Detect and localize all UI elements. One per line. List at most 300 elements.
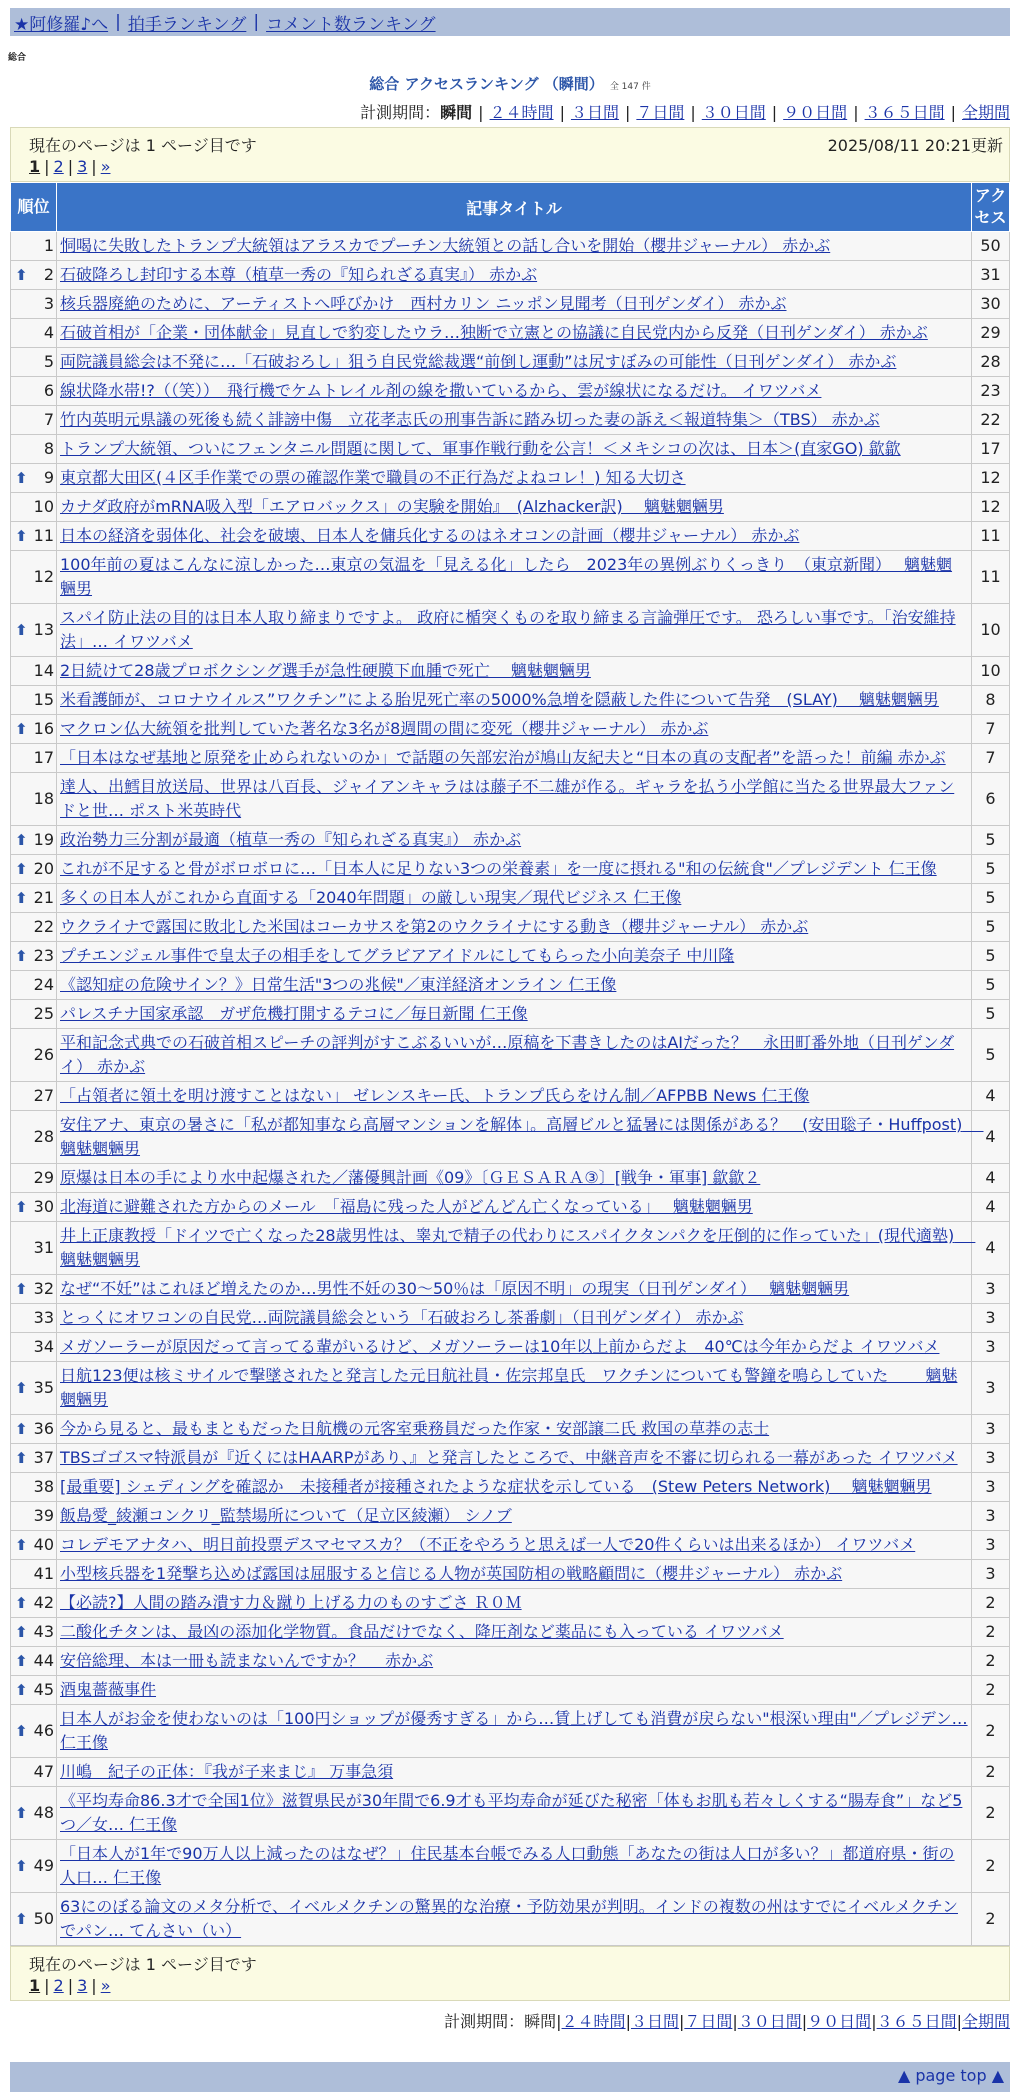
access-count: 17 xyxy=(972,435,1010,464)
article-title-link[interactable]: 安住アナ、東京の暑さに「私が都知事なら高層マンションを解体」。高層ビルと猛暑には関係がある？ (安田聡子・Huffpost) 魑魅魍魎男 xyxy=(60,1115,984,1158)
up-arrow-icon: ⬆ xyxy=(15,527,28,545)
period-option-link[interactable]: ３６５日間 xyxy=(876,2012,957,2031)
rank-cell xyxy=(11,348,57,377)
article-title-link[interactable]: 《平均寿命86.3才で全国1位》滋賀県民が30年間で6.9才も平均寿命が延びた秘密「体もお肌も若々しくする“腸寿食”」など5つ／女… 仁王像 xyxy=(60,1791,963,1834)
title-cell xyxy=(57,406,972,435)
table-row xyxy=(11,1275,1010,1304)
table-row xyxy=(11,1647,1010,1676)
access-count: 3 xyxy=(972,1415,1010,1444)
rank-number: 24 xyxy=(33,975,54,994)
table-header-row xyxy=(11,183,1010,232)
article-title-link[interactable]: 政治勢力三分割が最適（植草一秀の『知られざる真実』） 赤かぶ xyxy=(60,830,522,849)
rank-number: 50 xyxy=(33,1909,54,1928)
access-count: 29 xyxy=(972,319,1010,348)
rank-cell xyxy=(11,942,57,971)
title-cell xyxy=(57,493,972,522)
table-row xyxy=(11,1082,1010,1111)
article-title-link[interactable]: 酒鬼薔薇事件 xyxy=(60,1680,157,1699)
title-cell xyxy=(57,1589,972,1618)
rank-cell xyxy=(11,522,57,551)
article-title-link[interactable]: 川嶋 紀子の正体：『我が子来まじ』 万事急須 xyxy=(60,1762,394,1781)
pager-page-link[interactable]: 2 xyxy=(53,157,64,176)
rank-cell xyxy=(11,1193,57,1222)
comment-ranking-link[interactable]: コメント数ランキング xyxy=(266,14,436,35)
up-arrow-icon: ⬆ xyxy=(15,1420,28,1438)
title-cell xyxy=(57,1787,972,1840)
article-title-link[interactable]: 線状降水帯!?（（笑）） 飛行機でケムトレイル剤の線を撒いているから、雲が線状になるだけ。 イワツバメ xyxy=(60,381,822,400)
up-arrow-icon: ⬆ xyxy=(15,1681,28,1699)
title-cell xyxy=(57,377,972,406)
rank-cell xyxy=(11,1362,57,1415)
table-row xyxy=(11,464,1010,493)
article-title-link[interactable]: 恫喝に失敗したトランプ大統領はアラスカでプーチン大統領との話し合いを開始（櫻井ジャーナル） 赤かぶ xyxy=(60,236,831,255)
article-title-link[interactable]: トランプ大統領、ついにフェンタニル問題に関して、軍事作戦行動を公言！＜メキシコの次は、日本＞(直家GO) 歙歙 xyxy=(60,439,901,458)
pager-separator: | xyxy=(91,157,97,176)
up-arrow-icon: ⬆ xyxy=(15,1857,28,1875)
table-row xyxy=(11,1531,1010,1560)
period-option-current: 瞬間 xyxy=(440,103,473,122)
title-header: 記事タイトル xyxy=(57,183,972,232)
article-title-link[interactable]: 「日本人が1年で90万人以上減ったのはなぜ？」住民基本台帳でみる人口動態「あなたの街は人口が多い？」都道府県・街の人口… 仁王像 xyxy=(60,1844,955,1887)
rank-number: 21 xyxy=(33,888,54,907)
rank-cell xyxy=(11,1473,57,1502)
rank-cell xyxy=(11,657,57,686)
access-count: 7 xyxy=(972,715,1010,744)
access-count: 3 xyxy=(972,1304,1010,1333)
table-row xyxy=(11,826,1010,855)
title-cell xyxy=(57,715,972,744)
article-title-link[interactable]: 100年前の夏はこんなに涼しかった…東京の気温を「見える化」したら 2023年の異例ぶりくっきり （東京新聞） 魑魅魍魎男 xyxy=(60,555,953,598)
title-cell xyxy=(57,1560,972,1589)
rank-cell xyxy=(11,1531,57,1560)
title-cell xyxy=(57,435,972,464)
table-row xyxy=(11,1333,1010,1362)
article-title-link[interactable]: 飯島愛_綾瀬コンクリ_監禁場所について（足立区綾瀬） シノブ xyxy=(60,1506,512,1525)
rank-cell xyxy=(11,1758,57,1787)
rank-number: 16 xyxy=(33,719,54,738)
title-cell xyxy=(57,1676,972,1705)
access-count: 5 xyxy=(972,855,1010,884)
article-title-link[interactable]: 安倍総理、本は一冊も読まないんですか？ 赤かぶ xyxy=(60,1651,434,1670)
article-title-link[interactable]: 小型核兵器を1発撃ち込めば露国は屈服すると信じる人物が英国防相の戦略顧問に（櫻井ジャーナル） 赤かぶ xyxy=(60,1564,843,1583)
rank-number: 34 xyxy=(33,1337,54,1356)
rank-number: 26 xyxy=(33,1045,54,1064)
rank-cell xyxy=(11,1222,57,1275)
article-title-link[interactable]: プチエンジェル事件で皇太子の相手をしてグラビアアイドルにしてもらった小向美奈子 中川隆 xyxy=(60,946,735,965)
table-row xyxy=(11,913,1010,942)
table-row xyxy=(11,522,1010,551)
table-row xyxy=(11,377,1010,406)
rank-number: 19 xyxy=(33,830,54,849)
rank-cell xyxy=(11,261,57,290)
rank-number: 11 xyxy=(33,526,54,545)
rank-number: 35 xyxy=(33,1378,54,1397)
article-title-link[interactable]: 平和記念式典での石破首相スピーチの評判がすこぶるいいが…原稿を下書きしたのはAIだった？ 永田町番外地（日刊ゲンダイ） 赤かぶ xyxy=(60,1033,955,1076)
table-row xyxy=(11,715,1010,744)
up-arrow-icon: ⬆ xyxy=(15,947,28,965)
article-title-link[interactable]: パレスチナ国家承認 ガザ危機打開するテコに／毎日新聞 仁王像 xyxy=(60,1004,528,1023)
access-count: 2 xyxy=(972,1676,1010,1705)
ranking-title: 総合 アクセスランキング （瞬間） xyxy=(369,75,604,93)
title-cell xyxy=(57,971,972,1000)
access-count: 7 xyxy=(972,744,1010,773)
access-count: 12 xyxy=(972,493,1010,522)
rank-cell xyxy=(11,1705,57,1758)
up-arrow-icon: ⬆ xyxy=(15,1804,28,1822)
table-row xyxy=(11,604,1010,657)
title-cell xyxy=(57,657,972,686)
title-cell xyxy=(57,1473,972,1502)
title-cell xyxy=(57,1193,972,1222)
ranking-container xyxy=(10,127,1010,2001)
title-cell xyxy=(57,913,972,942)
up-arrow-icon: ⬆ xyxy=(15,1379,28,1397)
period-option-link[interactable]: ９０日間 xyxy=(807,2012,872,2031)
rank-number: 36 xyxy=(33,1419,54,1438)
up-arrow-icon: ⬆ xyxy=(15,1722,28,1740)
title-cell xyxy=(57,261,972,290)
access-count: 23 xyxy=(972,377,1010,406)
up-arrow-icon: ⬆ xyxy=(15,831,28,849)
rank-number: 17 xyxy=(33,748,54,767)
rank-number: 39 xyxy=(33,1506,54,1525)
period-separator: | xyxy=(678,2012,685,2031)
table-row xyxy=(11,971,1010,1000)
pager-current-page: 1 xyxy=(29,1976,41,1995)
article-title-link[interactable]: マクロン仏大統領を批判していた著名な3名が8週間の間に変死（櫻井ジャーナル） 赤かぶ xyxy=(60,719,709,738)
access-count: 3 xyxy=(972,1473,1010,1502)
rank-number: 46 xyxy=(33,1721,54,1740)
rank-cell xyxy=(11,604,57,657)
access-count: 4 xyxy=(972,1193,1010,1222)
table-row xyxy=(11,232,1010,261)
article-title-link[interactable]: 東京都大田区(４区手作業での票の確認作業で職員の不正行為だよねコレ！) 知る大切さ xyxy=(60,468,686,487)
period-option-link[interactable]: ２４時間 xyxy=(489,103,554,122)
period-separator: | xyxy=(771,103,778,122)
table-row xyxy=(11,1444,1010,1473)
access-count: 2 xyxy=(972,1758,1010,1787)
period-option-link[interactable]: 全期間 xyxy=(961,2012,1010,2031)
table-row xyxy=(11,1676,1010,1705)
article-title-link[interactable]: 2日続けて28歳プロボクシング選手が急性硬膜下血腫で死亡 魑魅魍魎男 xyxy=(60,661,591,680)
article-title-link[interactable]: 日航123便は核ミサイルで撃墜されたと発言した元日航社員・佐宗邦皇氏 ワクチンについても警鐘を鳴らしていた 魑魅魍魎男 xyxy=(60,1366,958,1409)
period-separator: | xyxy=(956,2012,962,2031)
table-row xyxy=(11,657,1010,686)
title-cell xyxy=(57,1164,972,1193)
table-row xyxy=(11,435,1010,464)
rank-cell xyxy=(11,377,57,406)
article-title-link[interactable]: なぜ“不妊”はこれほど増えたのか…男性不妊の30～50％は「原因不明」の現実（日刊ゲンダイ） 魑魅魍魎男 xyxy=(60,1279,850,1298)
rank-number: 6 xyxy=(43,381,54,400)
pager-current-page: 1 xyxy=(29,157,41,176)
rank-number: 3 xyxy=(43,294,54,313)
access-count: 2 xyxy=(972,1787,1010,1840)
article-title-link[interactable]: 北海道に避難された方からのメール 「福島に残った人がどんどん亡くなっている」 魑魅魍魎男 xyxy=(60,1197,753,1216)
title-cell xyxy=(57,1840,972,1893)
home-link[interactable]: ★阿修羅♪へ xyxy=(14,14,109,35)
rank-cell xyxy=(11,1787,57,1840)
period-separator: | xyxy=(871,2012,877,2031)
article-title-link[interactable]: 日本人がお金を使わないのは「100円ショップが優秀すぎる」から…賃上げしても消費が戻らない"根深い理由"／プレジデン… 仁王像 xyxy=(60,1709,968,1752)
period-selector-bottom xyxy=(0,2009,1010,2032)
period-separator: | xyxy=(732,2012,738,2031)
title-cell xyxy=(57,1415,972,1444)
page-info-top xyxy=(10,127,1010,182)
article-title-link[interactable]: スパイ防止法の目的は日本人取り締まりですよ。 政府に楯突くものを取り締まる言論弾圧です。 恐ろしい事です。「治安維持法」… イワツバメ xyxy=(60,608,956,651)
pager-page-link[interactable]: 3 xyxy=(77,157,88,176)
title-cell xyxy=(57,1111,984,1164)
access-count: 8 xyxy=(972,686,1010,715)
table-row xyxy=(11,1589,1010,1618)
rank-cell xyxy=(11,686,57,715)
ranking-table-body xyxy=(11,232,1010,1946)
access-count: 5 xyxy=(972,884,1010,913)
article-title-link[interactable]: コレデモアナタハ、明日前投票デスマセマスカ？（不正をやろうと思えば一人で20件くらいは出来るほか） イワツバメ xyxy=(60,1535,916,1554)
pager-top xyxy=(29,157,110,176)
rank-number: 43 xyxy=(33,1622,54,1641)
rank-cell xyxy=(11,1415,57,1444)
title-cell xyxy=(57,1029,972,1082)
article-title-link[interactable]: 今から見ると、最もまともだった日航機の元客室乗務員だった作家・安部譲二氏 救国の草莽の志士 xyxy=(60,1419,770,1438)
table-row xyxy=(11,290,1010,319)
rank-number: 20 xyxy=(33,859,54,878)
period-option-link[interactable]: ３０日間 xyxy=(737,2012,802,2031)
period-option-link[interactable]: ３日間 xyxy=(570,103,619,122)
rank-cell xyxy=(11,232,57,261)
article-title-link[interactable]: 両院議員総会は不発に…「石破おろし」狙う自民党総裁選“前倒し運動”は尻すぼみの可能性（日刊ゲンダイ） 赤かぶ xyxy=(60,352,897,371)
period-separator: | xyxy=(478,103,484,122)
article-title-link[interactable]: 達人、出鱈目放送局、世界は八百長、ジャイアンキャラはは藤子不二雄が作る。ギャラを払う小学館に当たる世界最大ファンドと世… ポスト米英時代 xyxy=(60,777,955,820)
up-arrow-icon: ⬆ xyxy=(15,469,28,487)
article-title-link[interactable]: 「日本はなぜ基地と原発を止められないのか」で話題の矢部宏治が鳩山友紀夫と“日本の真の支配者”を語った！前編 赤かぶ xyxy=(60,748,946,767)
rank-cell xyxy=(11,715,57,744)
title-cell xyxy=(57,464,972,493)
access-count: 28 xyxy=(972,348,1010,377)
period-separator: | xyxy=(801,2012,808,2031)
table-row xyxy=(11,1164,1010,1193)
access-count: 30 xyxy=(972,290,1010,319)
title-cell xyxy=(57,826,972,855)
article-title-link[interactable]: 核兵器廃絶のために、アーティストへ呼びかけ 西村カリン ニッポン見聞考（日刊ゲンダイ） 赤かぶ xyxy=(60,294,787,313)
rank-number: 48 xyxy=(33,1803,54,1822)
period-separator: | xyxy=(559,103,565,122)
table-row xyxy=(11,1415,1010,1444)
access-header: アクセス xyxy=(972,183,1010,232)
rank-cell xyxy=(11,884,57,913)
up-arrow-icon: ⬆ xyxy=(15,720,28,738)
rank-number: 18 xyxy=(33,789,54,808)
rank-cell xyxy=(11,493,57,522)
rank-cell xyxy=(11,855,57,884)
title-cell xyxy=(57,1531,972,1560)
title-cell xyxy=(57,232,972,261)
table-row xyxy=(11,1000,1010,1029)
title-cell xyxy=(57,773,972,826)
access-count: 3 xyxy=(972,1560,1010,1589)
access-count: 11 xyxy=(972,522,1010,551)
article-title-link[interactable]: 石破降ろし封印する本尊（植草一秀の『知られざる真実』） 赤かぶ xyxy=(60,265,538,284)
period-separator: | xyxy=(853,103,859,122)
rank-cell xyxy=(11,1164,57,1193)
access-count: 5 xyxy=(972,913,1010,942)
article-title-link[interactable]: 井上正康教授「ドイツで亡くなった28歳男性は、睾丸で精子の代わりにスパイクタンパクを圧倒的に作っていた」(現代適塾) 魑魅魍魎男 xyxy=(60,1226,976,1269)
rank-cell xyxy=(11,290,57,319)
article-title-link[interactable]: [最重要] シェディングを確認か 未接種者が接種されたような症状を示している (Stew Peters Network) 魑魅魍魎男 xyxy=(60,1477,932,1496)
period-separator: | xyxy=(690,103,696,122)
title-cell xyxy=(57,686,972,715)
article-title-link[interactable]: 米看護師が、コロナウイルス”ワクチン”による胎児死亡率の5000%急増を隠蔽した件について告発 (SLAY) 魑魅魍魎男 xyxy=(60,690,939,709)
access-count: 4 xyxy=(972,1164,1010,1193)
rank-cell xyxy=(11,1647,57,1676)
table-row xyxy=(11,1029,1010,1082)
article-title-link[interactable]: 竹内英明元県議の死後も続く誹謗中傷 立花孝志氏の刑事告訴に踏み切った妻の訴え＜報道特集＞（TBS） 赤かぶ xyxy=(60,410,880,429)
rank-cell xyxy=(11,744,57,773)
access-count: 10 xyxy=(972,604,1010,657)
table-row xyxy=(11,1893,1010,1946)
pager-next-link[interactable]: » xyxy=(100,1976,111,1995)
access-count: 22 xyxy=(972,406,1010,435)
title-cell xyxy=(57,348,972,377)
up-arrow-icon: ⬆ xyxy=(15,1623,28,1641)
access-count: 3 xyxy=(972,1502,1010,1531)
rank-number: 28 xyxy=(33,1127,54,1146)
up-arrow-icon: ⬆ xyxy=(15,1652,28,1670)
table-row xyxy=(11,1618,1010,1647)
table-row xyxy=(11,348,1010,377)
rank-number: 5 xyxy=(43,352,54,371)
article-title-link[interactable]: 【必読?】人間の踏み潰す力＆蹴り上げる力のものすごさ Ｒ０Ｍ xyxy=(60,1593,522,1612)
article-title-link[interactable]: 「占領者に領土を明け渡すことはない」 ゼレンスキー氏、トランプ氏らをけん制／AFPBB News 仁王像 xyxy=(60,1086,810,1105)
access-count: 2 xyxy=(972,1893,1010,1946)
period-option-link[interactable]: ３日間 xyxy=(630,2012,679,2031)
up-arrow-icon: ⬆ xyxy=(15,266,28,284)
access-count: 31 xyxy=(972,261,1010,290)
access-count: 11 xyxy=(972,551,1010,604)
rank-cell xyxy=(11,1560,57,1589)
bottom-bar xyxy=(10,2062,1010,2092)
up-arrow-icon: ⬆ xyxy=(15,621,28,639)
period-separator: | xyxy=(625,2012,631,2031)
rank-cell xyxy=(11,1502,57,1531)
article-title-link[interactable]: ウクライナで露国に敗北した米国はコーカサスを第2のウクライナにする動き（櫻井ジャーナル） 赤かぶ xyxy=(60,917,809,936)
table-row xyxy=(11,942,1010,971)
rank-number: 47 xyxy=(33,1762,54,1781)
article-title-link[interactable]: カナダ政府がmRNA吸入型「エアロバックス」の実験を開始』 (Alzhacker訳) 魑魅魍魎男 xyxy=(60,497,724,516)
rank-number: 38 xyxy=(33,1477,54,1496)
table-row xyxy=(11,1560,1010,1589)
article-title-link[interactable]: 石破首相が「企業・団体献金」見直しで豹変したウラ…独断で立憲との協議に自民党内から反発（日刊ゲンダイ） 赤かぶ xyxy=(60,323,928,342)
rank-cell xyxy=(11,1333,57,1362)
table-row xyxy=(11,1193,1010,1222)
pager-page-link[interactable]: 3 xyxy=(77,1976,88,1995)
rank-number: 8 xyxy=(43,439,54,458)
access-count: 2 xyxy=(972,1647,1010,1676)
period-option-link[interactable]: 全期間 xyxy=(961,103,1010,122)
rank-cell xyxy=(11,773,57,826)
table-row xyxy=(11,1473,1010,1502)
table-row xyxy=(11,1362,1010,1415)
article-title-link[interactable]: 日本の経済を弱体化、社会を破壊、日本人を傭兵化するのはネオコンの計画（櫻井ジャーナル） 赤かぶ xyxy=(60,526,800,545)
period-label: 計測期間： xyxy=(360,103,441,122)
table-row xyxy=(11,1111,1010,1164)
table-row xyxy=(11,319,1010,348)
title-cell xyxy=(57,1758,972,1787)
period-separator: | xyxy=(624,103,631,122)
pager-next-link[interactable]: » xyxy=(100,157,111,176)
article-title-link[interactable]: 63にのぼる論文のメタ分析で、イベルメクチンの驚異的な治療・予防効果が判明。インドの複数の州はすでにイベルメクチンでパン… てんさい（い） xyxy=(60,1897,958,1940)
access-count: 2 xyxy=(972,1705,1010,1758)
rank-cell xyxy=(11,913,57,942)
rank-cell xyxy=(11,1029,57,1082)
article-title-link[interactable]: 原爆は日本の手により水中起爆された／藩優興計画《09》〔ＧＥＳＡＲＡ③〕[戦争・軍事] 歙歙２ xyxy=(60,1168,761,1187)
article-title-link[interactable]: 二酸化チタンは、最凶の添加化学物質。食品だけでなく、降圧剤など薬品にも入っている イワツバメ xyxy=(60,1622,784,1641)
title-cell xyxy=(57,290,972,319)
access-count: 5 xyxy=(972,1000,1010,1029)
period-selector-top xyxy=(0,100,1010,123)
rank-cell xyxy=(11,319,57,348)
access-count: 2 xyxy=(972,1840,1010,1893)
period-option-link[interactable]: ２４時間 xyxy=(561,2012,626,2031)
pager-page-link[interactable]: 2 xyxy=(53,1976,64,1995)
rank-number: 1 xyxy=(43,236,54,255)
access-count: 3 xyxy=(972,1333,1010,1362)
title-cell xyxy=(57,884,972,913)
title-cell xyxy=(57,1275,972,1304)
article-title-link[interactable]: メガソーラーが原因だって言ってる輩がいるけど、メガソーラーは10年以上前からだよ 40℃は今年からだよ イワツバメ xyxy=(60,1337,940,1356)
title-cell xyxy=(57,942,972,971)
title-cell xyxy=(57,1893,972,1946)
period-option-current: 瞬間 xyxy=(524,2012,557,2031)
page-top-link[interactable]: ▲ page top ▲ xyxy=(897,2066,1004,2085)
clap-ranking-link[interactable]: 拍手ランキング xyxy=(127,14,247,35)
rank-cell xyxy=(11,1275,57,1304)
article-title-link[interactable]: これが不足すると骨がボロボロに…「日本人に足りない3つの栄養素」を一度に摂れる"和の伝統食"／プレジデント 仁王像 xyxy=(60,859,937,878)
period-option-link[interactable]: ９０日間 xyxy=(783,103,848,122)
access-count: 2 xyxy=(972,1589,1010,1618)
up-arrow-icon: ⬆ xyxy=(15,1594,28,1612)
period-separator: | xyxy=(950,103,956,122)
rank-number: 40 xyxy=(33,1535,54,1554)
updated-time: 2025/08/11 20:21更新 xyxy=(827,136,1003,155)
article-title-link[interactable]: 多くの日本人がこれから直面する「2040年問題」の厳しい現実／現代ビジネス 仁王像 xyxy=(60,888,682,907)
rank-number: 7 xyxy=(43,410,54,429)
period-option-link[interactable]: ３０日間 xyxy=(701,103,766,122)
article-title-link[interactable]: TBSゴゴスマ特派員が『近くにはHAARPがあり、』と発言したところで、中継音声を不審に切られる一幕があった イワツバメ xyxy=(60,1448,958,1467)
rank-number: 41 xyxy=(33,1564,54,1583)
access-count: 3 xyxy=(972,1531,1010,1560)
table-row xyxy=(11,1705,1010,1758)
period-option-link[interactable]: ７日間 xyxy=(636,103,685,122)
title-cell xyxy=(57,1333,972,1362)
rank-number: 33 xyxy=(33,1308,54,1327)
up-arrow-icon: ⬆ xyxy=(15,1536,28,1554)
access-count: 4 xyxy=(972,1222,1010,1275)
table-row xyxy=(11,493,1010,522)
access-count: 12 xyxy=(972,464,1010,493)
period-separator: | xyxy=(556,2012,562,2031)
table-row xyxy=(11,551,1010,604)
title-cell xyxy=(57,604,972,657)
up-arrow-icon: ⬆ xyxy=(15,889,28,907)
access-count: 3 xyxy=(972,1275,1010,1304)
rank-number: 25 xyxy=(33,1004,54,1023)
rank-number: 9 xyxy=(43,468,54,487)
period-option-link[interactable]: ７日間 xyxy=(684,2012,733,2031)
article-title-link[interactable]: とっくにオワコンの自民党…両院議員総会という「石破おろし茶番劇」（日刊ゲンダイ） 赤かぶ xyxy=(60,1308,744,1327)
rank-number: 12 xyxy=(33,567,54,586)
article-title-link[interactable]: 《認知症の危険サイン？》日常生活"3つの兆候"／東洋経済オンライン 仁王像 xyxy=(60,975,617,994)
period-option-link[interactable]: ３６５日間 xyxy=(864,103,945,122)
